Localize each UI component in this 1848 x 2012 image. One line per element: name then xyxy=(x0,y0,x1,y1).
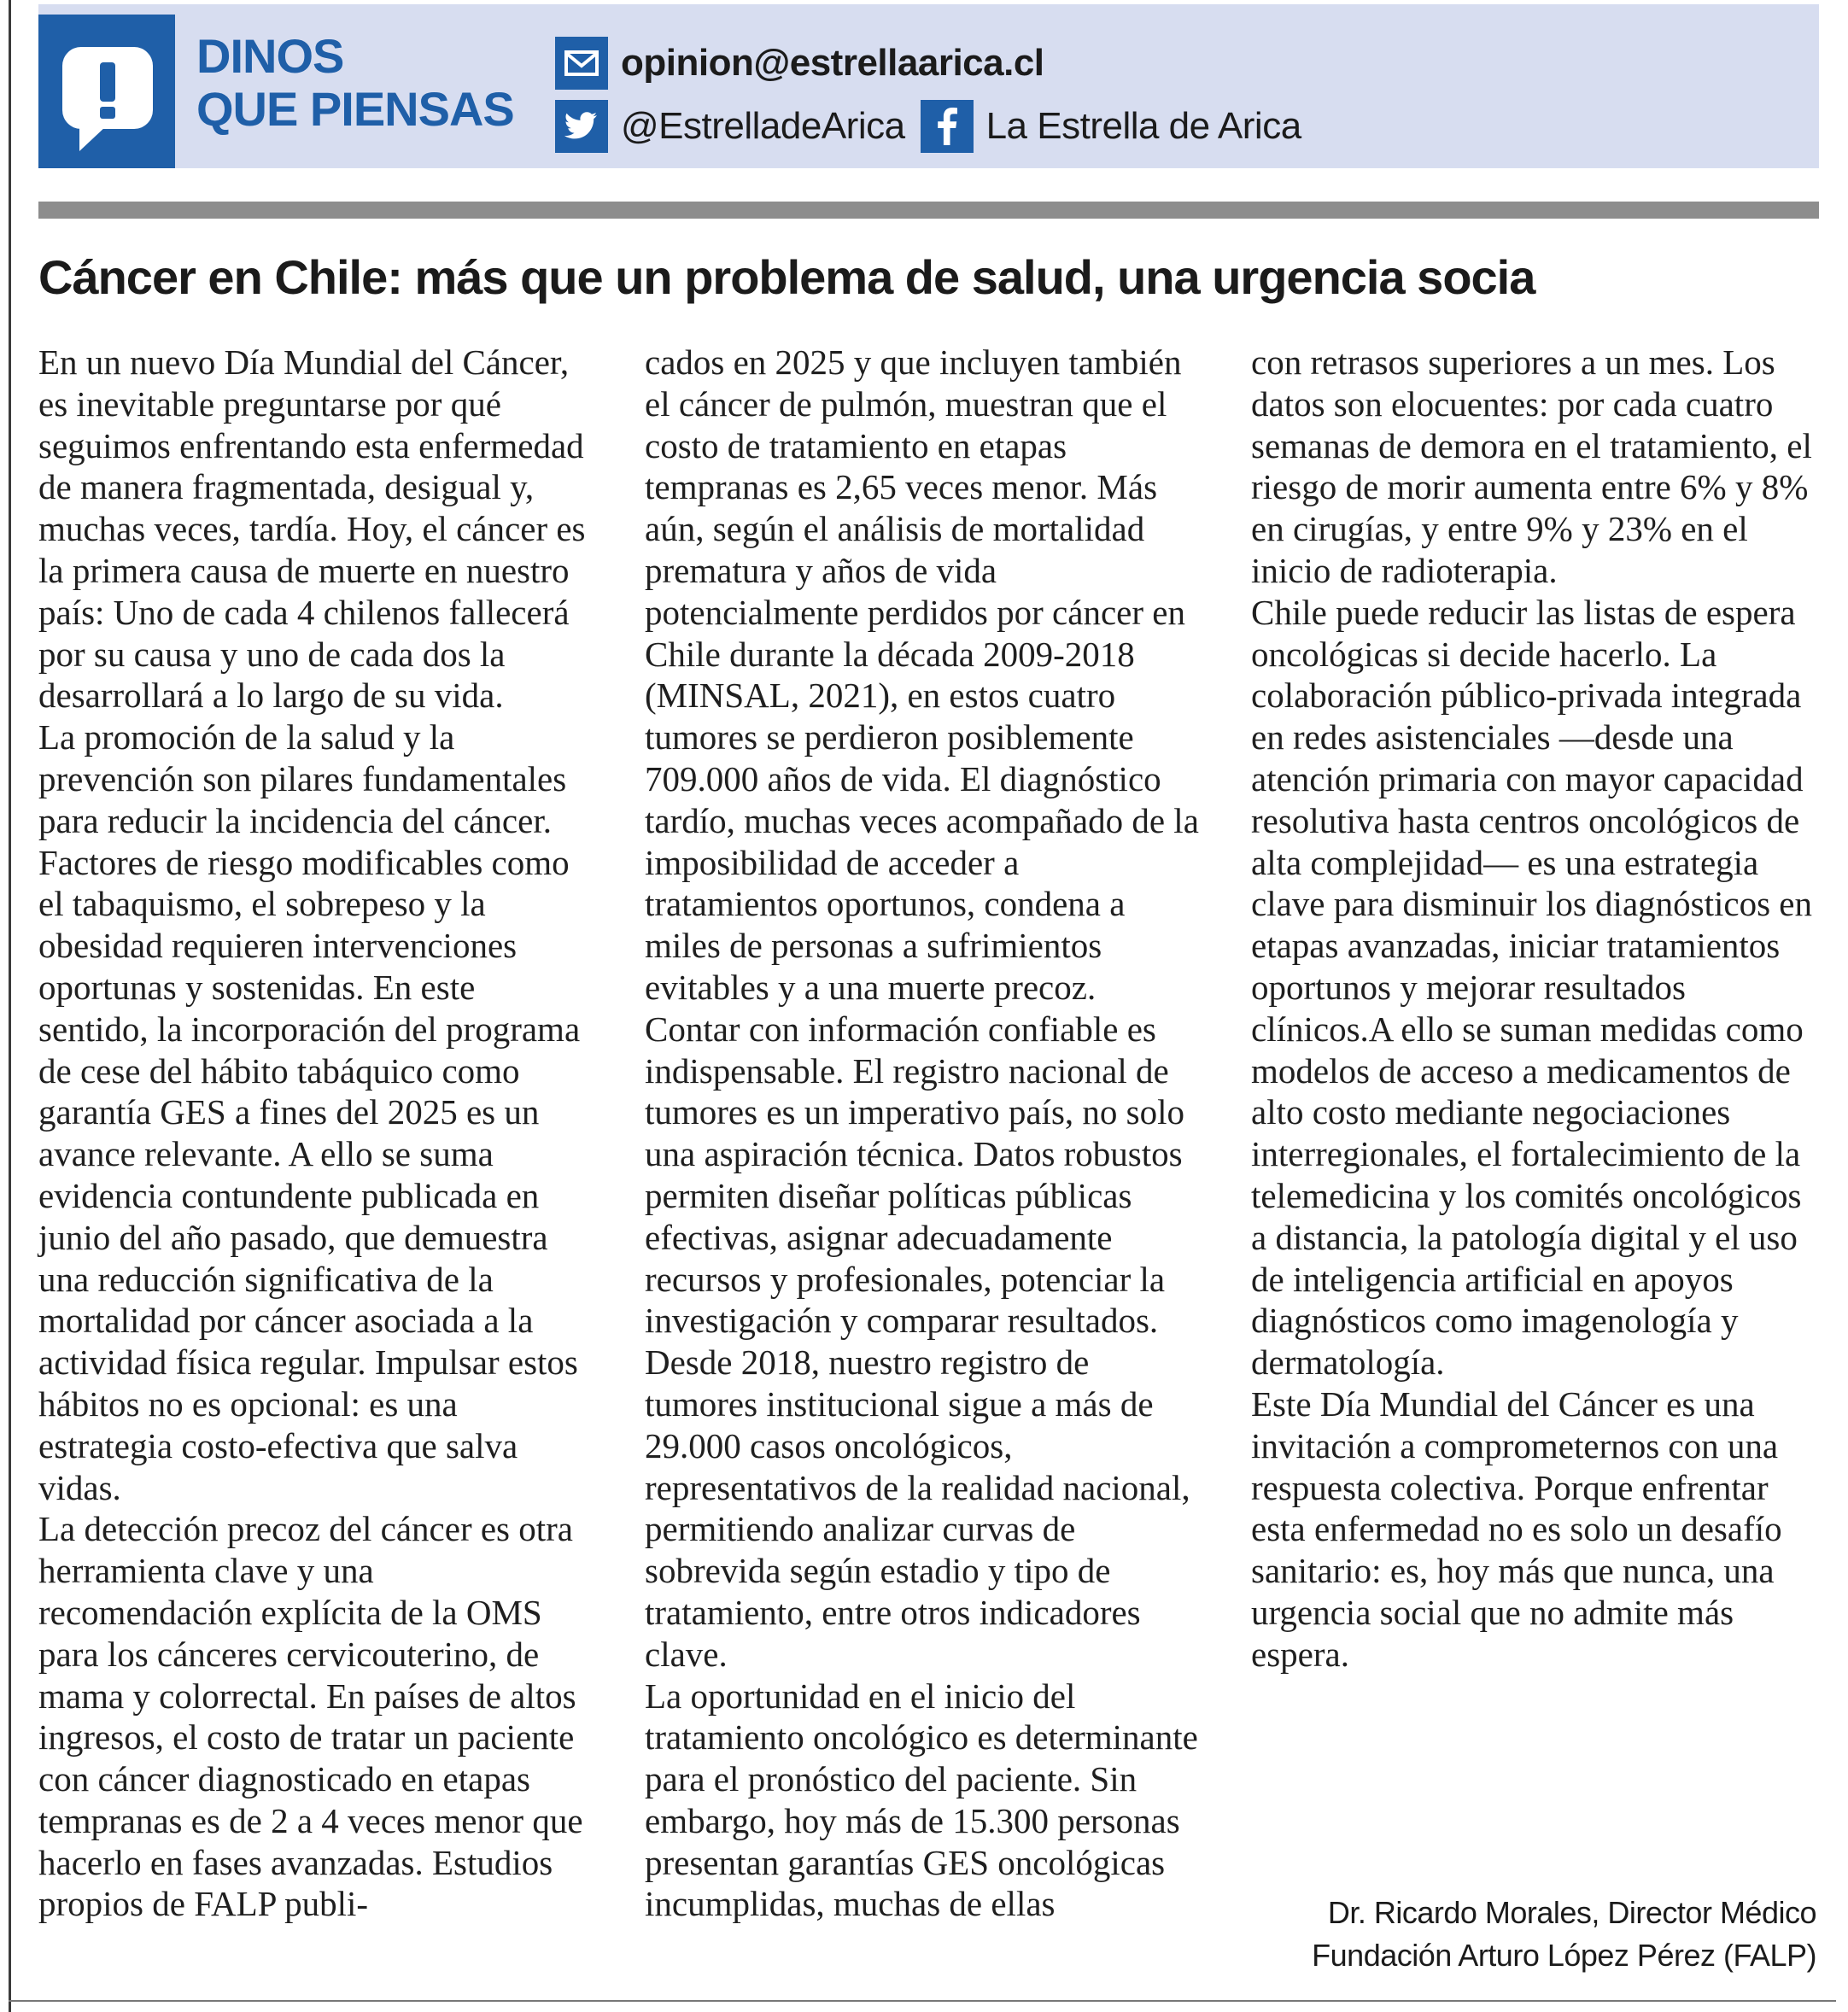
email-contact xyxy=(555,37,1060,90)
twitter-icon xyxy=(555,100,608,153)
email-icon xyxy=(555,37,608,90)
article-paragraph: Contar con información confiable es indispensable. El registro nacional de tumores es un imperativo país, no solo una aspiración técnica. Datos robustos permiten diseñar políticas públicas efectivas, asignar adecuadamente recursos y profesionales, potenciar la investigación y comparar resultados. Desde 2018, nuestro registro de tumores institucional sigue a más de 29.000 casos oncológicos, representativos de la realidad nacional, permitiendo analizar curvas de sobrevida según estadio y tipo de tratamiento, entre otros indicadores clave. xyxy=(645,1009,1190,1674)
article-paragraph: Chile puede reducir las listas de espera oncológicas si decide hacerlo. La colaboración público-privada integrada en redes asistenciales —desde una atención primaria con mayor capacidad resolutiva hasta centros oncológicos de alta complejidad— es una estrategia clave para disminuir los diagnósticos en etapas avanzadas, iniciar tratamientos oportunos y mejorar resultados clínicos.A ello se suman medidas como modelos de acceso a medicamentos de alto costo mediante negociaciones interregionales, el fortalecimiento de la telemedicina y los comités oncológicos a distancia, la patología digital y el uso de inteligencia artificial en apoyos diagnósticos como imagenología y dermatología. xyxy=(1251,592,1812,1383)
article-paragraph: La promoción de la salud y la prevención son pilares fundamentales para reducir la incidencia del cáncer. Factores de riesgo modificables como el tabaquismo, el sobrepeso y la obesidad requieren intervenciones oportunas y sostenidas. En este sentido, la incorporación del programa de cese del hábito tabáquico como garantía GES a fines del 2025 es un avance relevante. A ello se suma evidencia contundente publicada en junio del año pasado, que demuestra una reducción significativa de la mortalidad por cáncer asociada a la actividad física regular. Impulsar estos hábitos no es opcional: es una estrategia costo-efectiva que salva vidas. xyxy=(38,717,581,1507)
opinion-banner xyxy=(38,4,1819,168)
article-paragraph: cados en 2025 y que incluyen también el cáncer de pulmón, muestran que el costo de tratamiento en etapas tempranas es 2,65 veces menor. Más aún, según el análisis de mortalidad prematura y años de vida potencialmente perdidos por cáncer en Chile durante la década 2009-2018 (MINSAL, 2021), en estos cuatro tumores se perdieron posiblemente 709.000 años de vida. El diagnóstico tardío, muchas veces acompañado de la imposibilidad de acceder a tratamientos oportunos, condena a miles de personas a sufrimientos evitables y a una muerte precoz. xyxy=(645,342,1199,1007)
twitter-handle-link[interactable]: @EstrelladeArica xyxy=(621,105,905,147)
article-column-1 xyxy=(38,342,594,1925)
article-paragraph: Este Día Mundial del Cáncer es una invitación a comprometernos con una respuesta colectiva. Porque enfrentar esta enfermedad no es solo un desafío sanitario: es, hoy más que nunca, una urgencia social que no admite más espera. xyxy=(1251,1383,1782,1674)
page-left-rule xyxy=(9,0,11,2012)
speech-bubble-exclamation-icon xyxy=(38,15,175,168)
section-divider-bar xyxy=(38,202,1819,219)
page-bottom-rule xyxy=(9,2000,1836,2002)
article-headline: Cáncer en Chile: más que un problema de salud, una urgencia socia xyxy=(38,250,1535,304)
facebook-page-link[interactable]: La Estrella de Arica xyxy=(985,105,1301,147)
section-title-line2: QUE PIENSAS xyxy=(196,82,514,136)
section-title-line1: DINOS xyxy=(196,29,344,83)
facebook-icon xyxy=(921,100,974,153)
article-paragraph: En un nuevo Día Mundial del Cáncer, es inevitable preguntarse por qué seguimos enfrentando esta enfermedad de manera fragmentada, desigual y, muchas veces, tardía. Hoy, el cáncer es la primera causa de muerte en nuestro país: Uno de cada 4 chilenos fallecerá por su causa y uno de cada dos la desarrollará a lo largo de su vida. xyxy=(38,342,586,716)
article-column-2 xyxy=(645,342,1200,1925)
email-address-link[interactable]: opinion@estrellaarica.cl xyxy=(621,42,1044,84)
article-paragraph: La oportunidad en el inicio del tratamiento oncológico es determinante para el pronóstico del paciente. Sin embargo, hoy más de 15.300 personas presentan garantías GES oncológicas incumplidas, muchas de ellas xyxy=(645,1676,1198,1924)
article-column-3 xyxy=(1251,342,1815,1676)
author-signature xyxy=(1312,1892,1816,1977)
article-paragraph: La detección precoz del cáncer es otra herramienta clave y una recomendación explícita de la OMS para los cánceres cervicouterino, de mama y colorrectal. En países de altos ingresos, el costo de tratar un paciente con cáncer diagnosticado en etapas tempranas es de 2 a 4 veces menor que hacerlo en fases avanzadas. Estudios propios de FALP publi- xyxy=(38,1509,583,1924)
social-contacts xyxy=(555,100,1317,153)
article-paragraph: con retrasos superiores a un mes. Los datos son elocuentes: por cada cuatro semanas de demora en el tratamiento, el riesgo de morir aumenta entre 6% y 8% en cirugías, y entre 9% y 23% en el inicio de radioterapia. xyxy=(1251,342,1812,590)
author-organization: Fundación Arturo López Pérez (FALP) xyxy=(1312,1938,1816,1973)
author-name-title: Dr. Ricardo Morales, Director Médico xyxy=(1327,1895,1816,1930)
section-title xyxy=(196,30,514,136)
